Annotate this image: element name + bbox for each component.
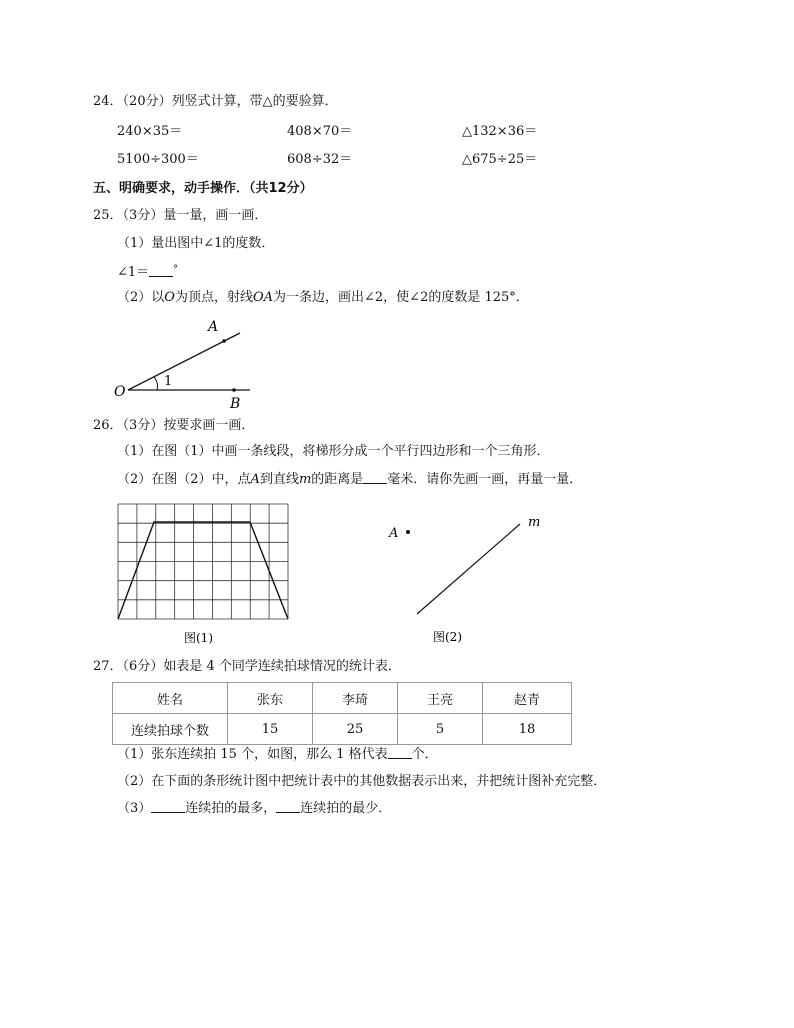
table-header-cell: 赵青 <box>483 683 572 714</box>
point-a-dot-fig2 <box>406 530 410 534</box>
angle-arc <box>154 377 158 390</box>
q26-part2-c: 的距离是 <box>311 472 364 487</box>
q24-problem-1: 240×35＝ <box>117 124 183 139</box>
q24-problem-5: 608÷32＝ <box>287 152 353 167</box>
label-a: A <box>208 319 219 335</box>
q24-problem-6: △675÷25＝ <box>462 152 538 167</box>
table-cell: 15 <box>228 714 313 745</box>
q26-part2-point: A <box>250 472 260 487</box>
q27-title: 27．（6分）如表是 4 个同学连续拍球情况的统计表． <box>93 659 401 674</box>
q27-part3-c: 连续拍的最少． <box>300 801 392 816</box>
q27-part1-a: （1）张东连续拍 15 个，如图，那么 1 格代表 <box>117 747 388 762</box>
point-a-dot <box>222 339 226 343</box>
fig1-caption: 图(1) <box>184 631 213 645</box>
q26-part1: （1）在图（1）中画一条线段，将梯形分成一个平行四边形和一个三角形． <box>117 444 550 459</box>
table-header-cell: 张东 <box>228 683 313 714</box>
q25-part2 <box>117 289 529 307</box>
q26-part2-a: （2）在图（2）中，点 <box>117 472 251 487</box>
fig2-label-a: A <box>389 526 399 541</box>
label-b: B <box>230 396 241 412</box>
q26-title: 26．（3分）按要求画一画． <box>93 418 255 433</box>
table-row-values <box>113 714 572 745</box>
q25-answer-suffix: ° <box>173 264 179 275</box>
q27-part2: （2）在下面的条形统计图中把统计表中的其他数据表示出来，并把统计图补充完整． <box>117 774 607 789</box>
table-header-cell: 王亮 <box>398 683 483 714</box>
fig2-caption: 图(2) <box>433 630 462 644</box>
q25-part1: （1）量出图中∠1的度数． <box>117 236 275 251</box>
table-header-cell: 李琦 <box>313 683 398 714</box>
table-cell: 连续拍球个数 <box>113 714 228 745</box>
q24-title: 24．（20分）列竖式计算，带△的要验算． <box>93 94 338 109</box>
q27-least-blank[interactable] <box>276 800 300 813</box>
line-m <box>417 524 520 614</box>
grid-figure <box>114 502 294 652</box>
table-cell: 25 <box>313 714 398 745</box>
q26-part2-line: m <box>298 472 312 487</box>
q25-answer <box>117 261 178 282</box>
q25-part2-b: 为顶点，射线 <box>174 290 253 305</box>
section5-title: 五、明确要求，动手操作．（共12分） <box>93 181 313 196</box>
q26-part2-b: 到直线 <box>259 472 299 487</box>
line-figure <box>385 510 555 650</box>
q27-part3 <box>117 800 391 818</box>
q24-problem-3: △132×36＝ <box>462 124 538 139</box>
table-row-header <box>113 683 572 714</box>
q26-part2-d: 毫米．请你先画一画，再量一量． <box>387 472 583 487</box>
table-cell: 18 <box>483 714 572 745</box>
q27-most-blank[interactable] <box>151 800 185 813</box>
q24-problem-2: 408×70＝ <box>287 124 353 139</box>
q25-answer-blank[interactable] <box>149 264 173 277</box>
q26-distance-blank[interactable] <box>363 471 387 484</box>
q26-part2 <box>117 471 582 489</box>
q27-unit-blank[interactable] <box>388 746 412 759</box>
q27-part3-a: （3） <box>117 801 152 816</box>
q25-part2-o: O <box>164 290 175 305</box>
angle-figure <box>110 315 260 415</box>
q25-part2-c: 为一条边，画出∠2，使∠2的度数是 125°． <box>273 290 529 305</box>
q25-title: 25．（3分）量一量，画一画． <box>93 208 268 223</box>
table-cell: 5 <box>398 714 483 745</box>
q27-part1-b: 个． <box>411 747 438 762</box>
trapezoid <box>118 522 288 619</box>
fig2-label-m: m <box>528 515 541 530</box>
table-header-cell: 姓名 <box>113 683 228 714</box>
q25-answer-prefix: ∠1＝ <box>117 265 150 280</box>
label-angle-1: 1 <box>164 374 173 389</box>
label-o: O <box>114 384 126 400</box>
stats-table <box>112 682 572 745</box>
q25-part2-oa: OA <box>252 290 274 305</box>
point-b-dot <box>232 388 236 392</box>
grid-lines <box>118 504 288 619</box>
q24-problem-4: 5100÷300＝ <box>117 152 199 167</box>
q27-part3-b: 连续拍的最多， <box>185 801 277 816</box>
q25-part2-a: （2）以 <box>117 290 165 305</box>
q27-part1 <box>117 746 438 764</box>
